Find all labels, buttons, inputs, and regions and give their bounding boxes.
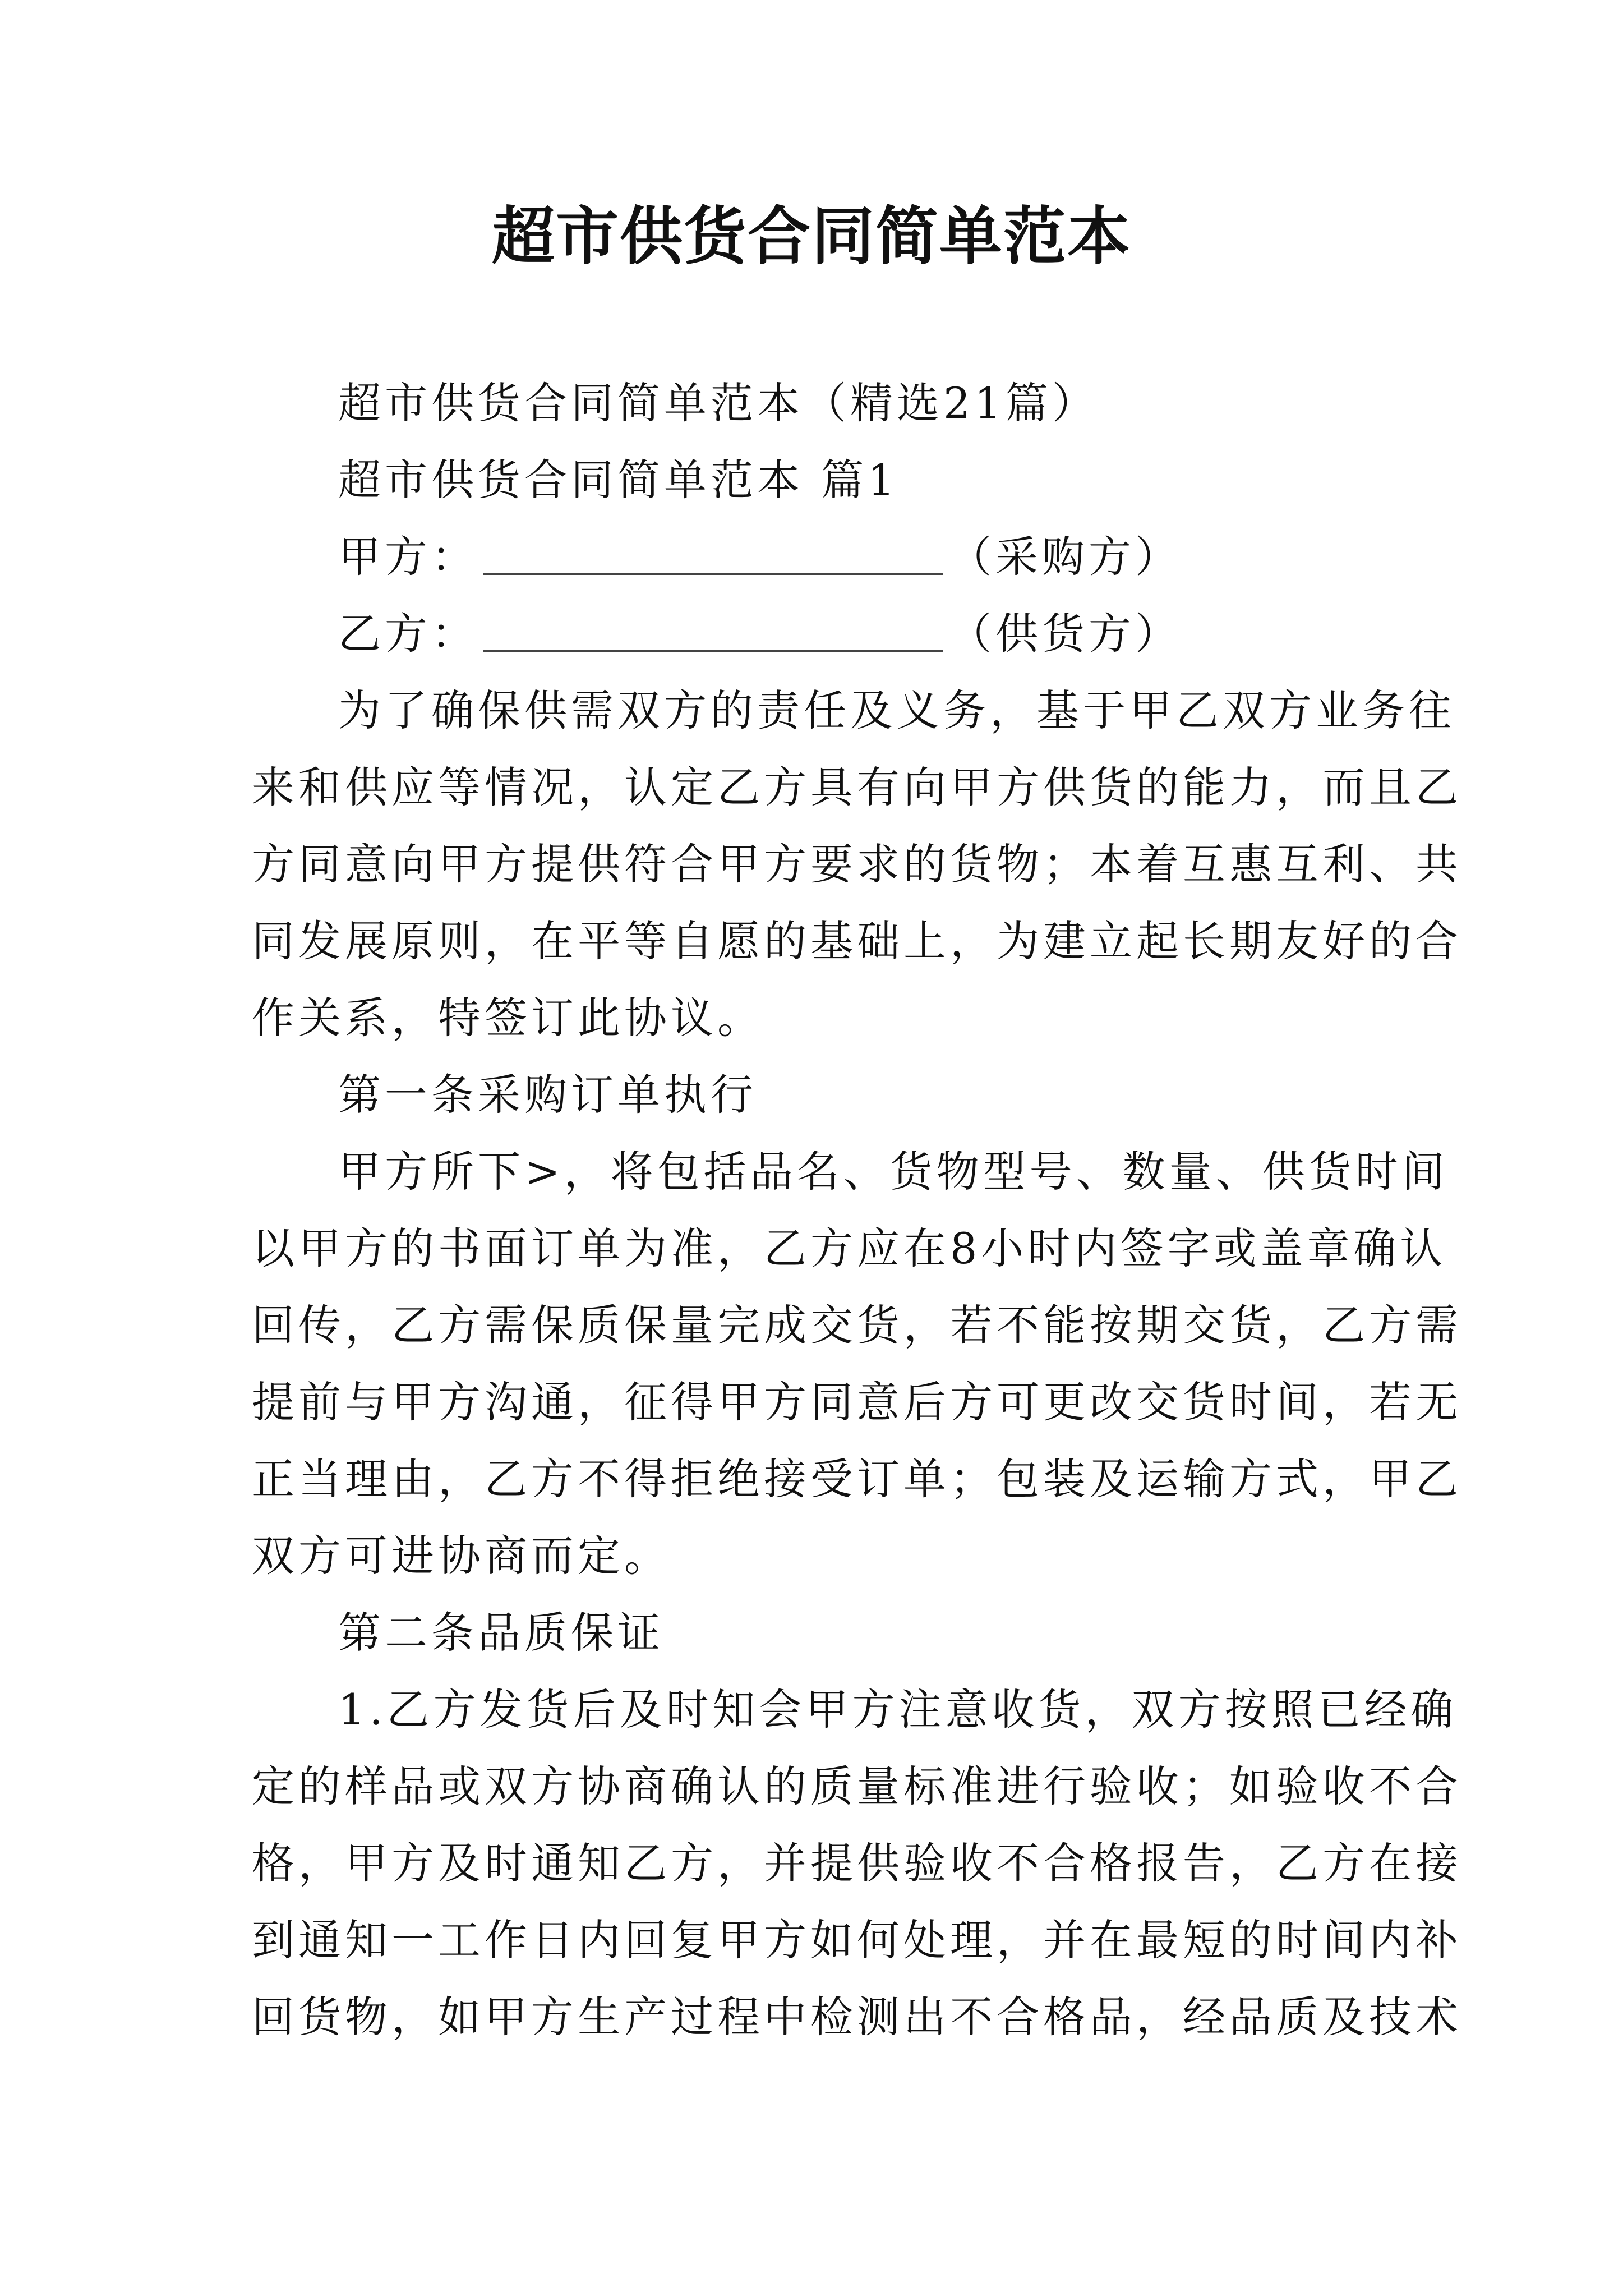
paragraph-line: 定的样品或双方协商确认的质量标准进行验收；如验收不合 — [252, 1761, 1462, 1811]
paragraph-line: 回传，乙方需保质保量完成交货，若不能按期交货，乙方需 — [252, 1300, 1462, 1350]
paragraph-line: 双方可进协商而定。 — [252, 1531, 671, 1581]
paragraph-line: 来和供应等情况，认定乙方具有向甲方供货的能力，而且乙 — [252, 762, 1462, 812]
article-2-heading: 第二条品质保证 — [338, 1608, 664, 1658]
paragraph-line: 到通知一工作日内回复甲方如何处理，并在最短的时间内补 — [252, 1915, 1462, 1965]
document-subtitle: 超市供货合同简单范本（精选21篇） — [338, 378, 1099, 428]
paragraph-line: 作关系，特签订此协议。 — [252, 993, 764, 1043]
article-2-paragraph — [252, 1671, 1462, 2055]
document-title: 超市供货合同简单范本 — [492, 200, 1131, 273]
paragraph-line: 1.乙方发货后及时知会甲方注意收货，双方按照已经确 — [338, 1685, 1458, 1734]
article-1-heading: 第一条采购订单执行 — [338, 1070, 757, 1120]
paragraph-line: 格，甲方及时通知乙方，并提供验收不合格报告，乙方在接 — [252, 1838, 1462, 1888]
article-1-paragraph — [252, 1133, 1462, 1594]
paragraph-line: 方同意向甲方提供符合甲方要求的货物；本着互惠互利、共 — [252, 839, 1462, 889]
paragraph-line: 正当理由，乙方不得拒绝接受订单；包装及运输方式，甲乙 — [252, 1454, 1462, 1504]
paragraph-line: 以甲方的书面订单为准，乙方应在8小时内签字或盖章确认 — [252, 1223, 1447, 1273]
party-a-label: 甲方： — [338, 532, 478, 582]
paragraph-line: 为了确保供需双方的责任及义务，基于甲乙双方业务往 — [338, 685, 1455, 735]
party-b-label: 乙方： — [338, 609, 478, 659]
paragraph-line: 同发展原则，在平等自愿的基础上，为建立起长期友好的合 — [252, 916, 1462, 966]
party-a-blank — [483, 572, 943, 575]
paragraph-line: 甲方所下>，将包括品名、货物型号、数量、供货时间 — [338, 1147, 1449, 1197]
party-b-suffix: （供货方） — [949, 609, 1182, 659]
document-body — [252, 365, 1462, 2055]
party-b-blank — [483, 649, 943, 652]
party-b-line — [252, 595, 1389, 672]
paragraph-line: 提前与甲方沟通，征得甲方同意后方可更改交货时间，若无 — [252, 1377, 1462, 1427]
party-a-suffix: （采购方） — [949, 532, 1182, 582]
paragraph-line: 回货物，如甲方生产过程中检测出不合格品，经品质及技术 — [252, 1992, 1462, 2042]
intro-paragraph — [252, 672, 1462, 1056]
section-heading: 超市供货合同简单范本 篇1 — [338, 455, 899, 505]
party-a-line — [252, 518, 1389, 595]
